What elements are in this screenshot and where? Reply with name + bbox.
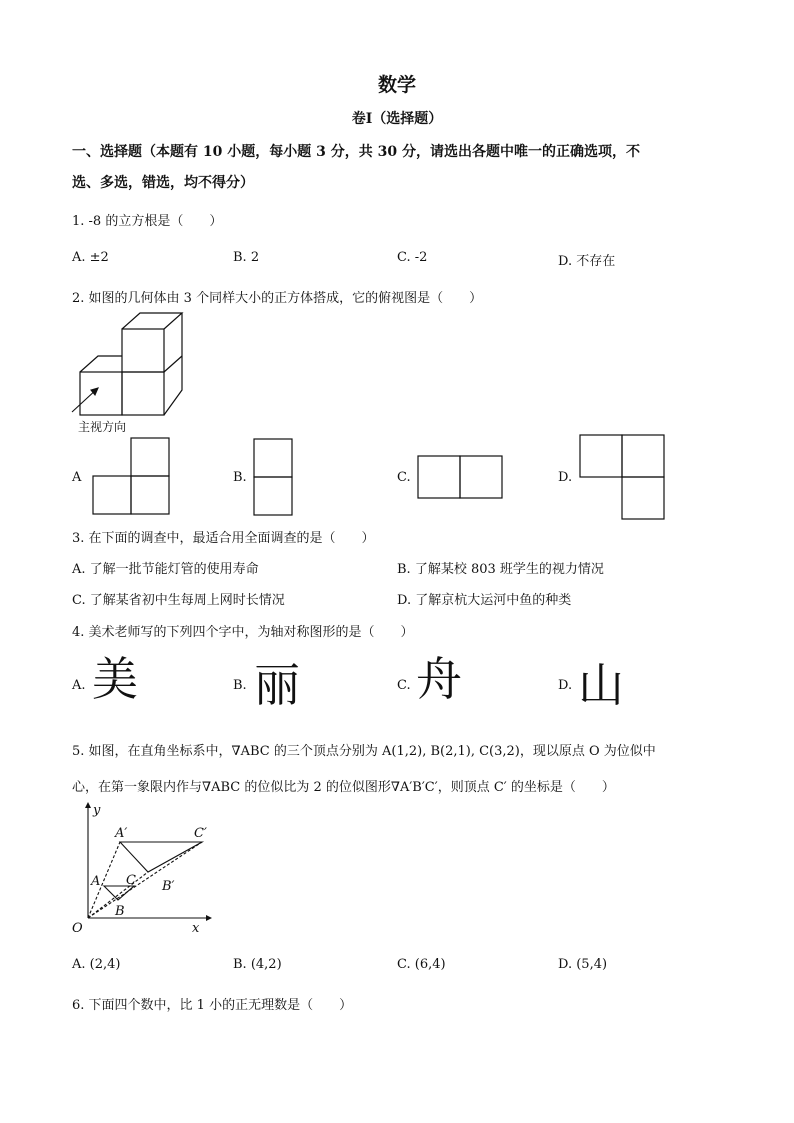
question-3-option-d: D. 了解京杭大运河中鱼的种类: [397, 593, 572, 608]
question-4-stem: 4. 美术老师写的下列四个字中，为轴对称图形的是（ ）: [72, 625, 414, 640]
point-c-prime-label: C′: [194, 826, 207, 841]
question-1-option-c: C. -2: [397, 250, 428, 265]
paper-subtitle: 卷Ⅰ（选择题）: [351, 111, 443, 127]
option-b-shape: [252, 437, 294, 517]
question-1-option-b: B. 2: [233, 250, 260, 265]
question-2-option-d: D.: [558, 470, 573, 485]
question-3-option-c: C. 了解某省初中生每周上网时长情况: [72, 593, 285, 608]
question-2-option-c: C.: [397, 470, 411, 485]
question-4-option-c: C.: [397, 678, 411, 693]
question-5-option-a: A. (2,4): [72, 957, 121, 972]
question-5-option-d: D. (5,4): [558, 957, 608, 972]
section-heading-line1: 一、选择题（本题有 10 小题，每小题 3 分，共 30 分，请选出各题中唯一的正确选项，不: [72, 144, 640, 160]
question-4-option-d: D.: [558, 678, 573, 693]
point-c-label: C: [126, 873, 136, 888]
coordinate-figure: [68, 802, 218, 937]
question-5-option-c: C. (6,4): [397, 957, 446, 972]
question-2-option-a: A: [72, 470, 82, 485]
axis-y-label: y: [93, 803, 101, 818]
axis-x-label: x: [192, 921, 200, 936]
option-c-shape: [416, 454, 506, 500]
point-a-label: A: [91, 874, 101, 889]
question-5-stem-line1: 5. 如图，在直角坐标系中，∇ABC 的三个顶点分别为 A(1,2), B(2,1), C(3,2)，现以原点 O 为位似中: [72, 744, 656, 759]
question-4-option-b: B.: [233, 678, 247, 693]
question-1-option-a: A. ±2: [72, 250, 109, 265]
character-mei: 美: [92, 652, 138, 706]
question-3-option-a: A. 了解一批节能灯管的使用寿命: [72, 562, 259, 577]
question-3-stem: 3. 在下面的调查中，最适合用全面调查的是（ ）: [72, 531, 375, 546]
question-6-stem: 6. 下面四个数中，比 1 小的正无理数是（ ）: [72, 998, 353, 1013]
point-a-prime-label: A′: [115, 826, 128, 841]
character-li: 丽: [254, 658, 300, 712]
option-a-shape: [90, 437, 172, 517]
character-zhou: 舟: [416, 652, 462, 706]
section-heading-line2: 选、多选，错选，均不得分）: [72, 175, 254, 191]
character-shan: 山: [578, 658, 624, 712]
question-2-stem: 2. 如图的几何体由 3 个同样大小的正方体搭成，它的俯视图是（ ）: [72, 291, 483, 306]
question-1-stem: 1. -8 的立方根是（ ）: [72, 214, 223, 229]
question-5-option-b: B. (4,2): [233, 957, 282, 972]
question-2-option-b: B.: [233, 470, 247, 485]
question-1-option-d: D. 不存在: [558, 254, 616, 269]
option-d-shape: [578, 433, 668, 521]
page-title: 数学: [377, 74, 416, 96]
view-direction-label: 主视方向: [78, 420, 127, 434]
question-4-option-a: A.: [72, 678, 86, 693]
origin-label: O: [72, 921, 83, 936]
cubes-figure: [68, 310, 188, 420]
point-b-prime-label: B′: [162, 879, 175, 894]
point-b-label: B: [115, 904, 125, 919]
question-3-option-b: B. 了解某校 803 班学生的视力情况: [397, 562, 604, 577]
question-5-stem-line2: 心，在第一象限内作与∇ABC 的位似比为 2 的位似图形∇A′B′C′，则顶点 C′ 的坐标是（ ）: [72, 780, 615, 795]
